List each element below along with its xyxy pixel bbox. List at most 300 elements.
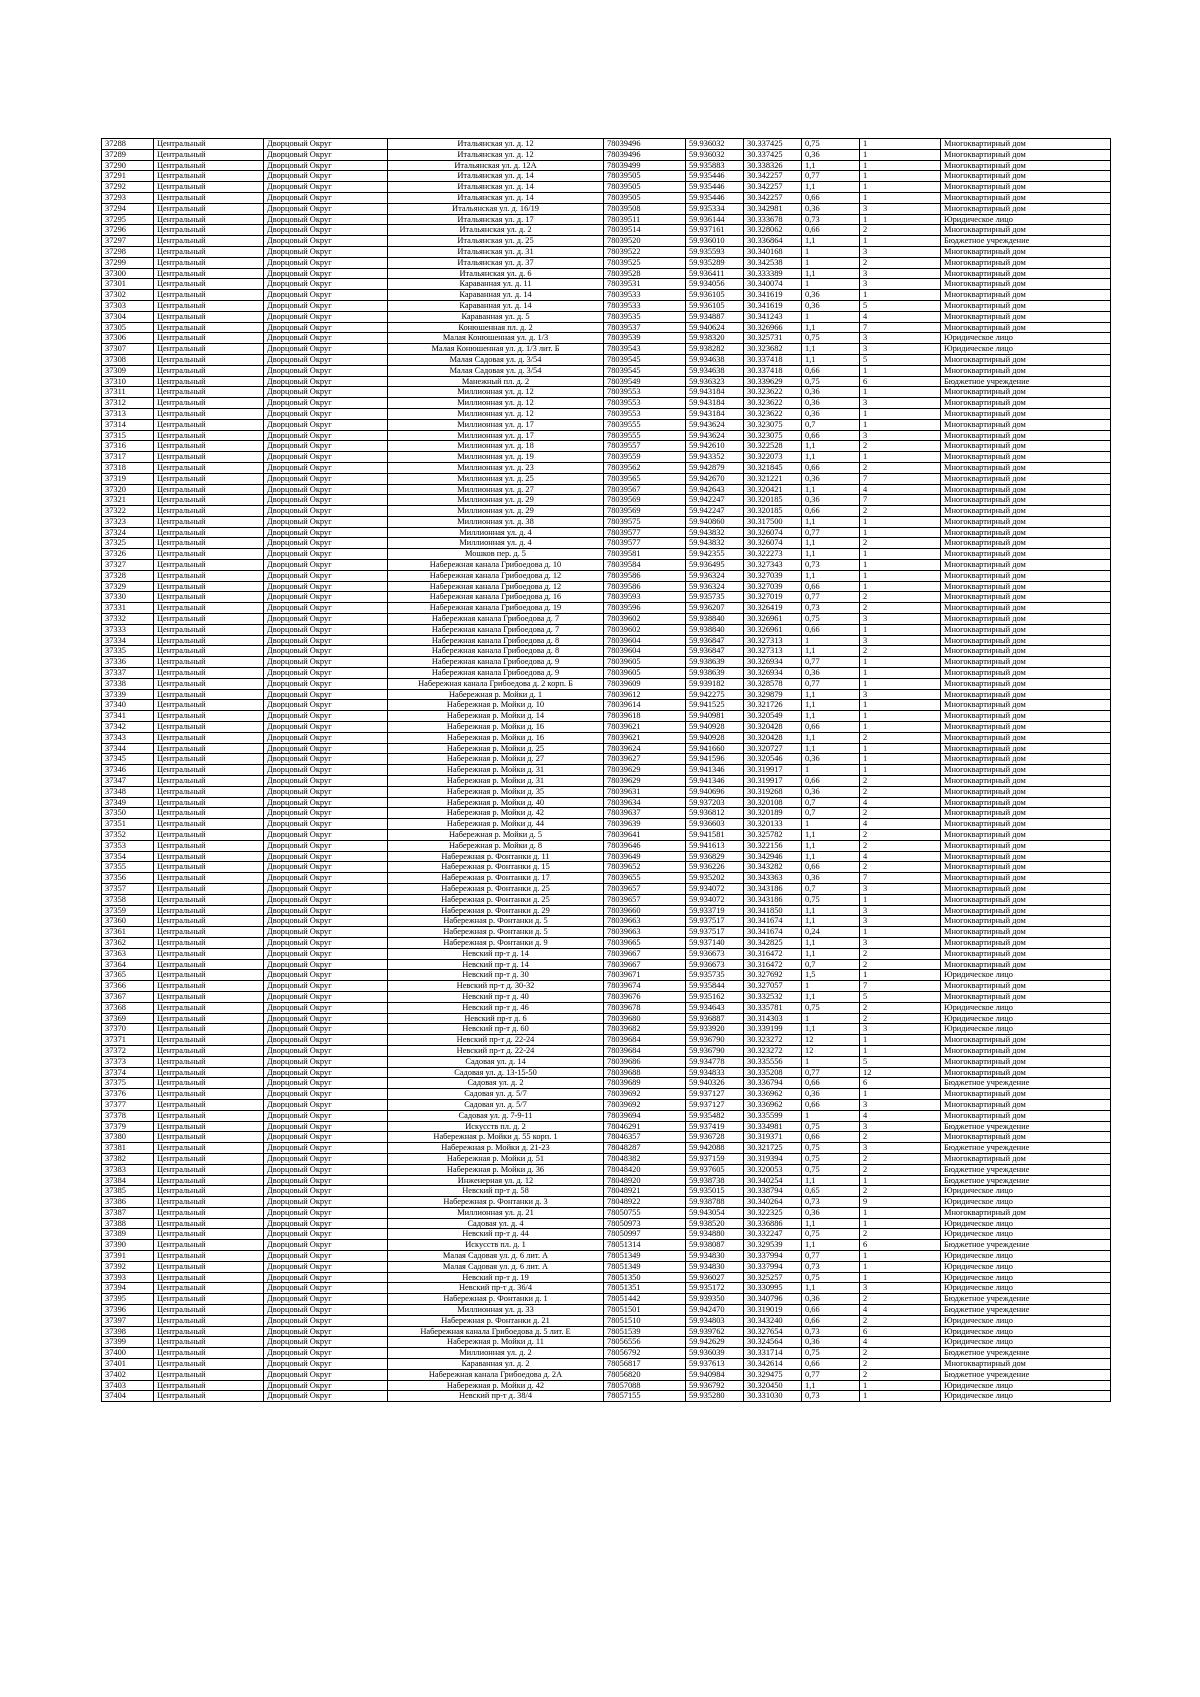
okrug-cell: Дворцовый Округ [264, 1164, 388, 1175]
record-number: 37299 [102, 257, 154, 268]
record-number: 37350 [102, 808, 154, 819]
longitude-cell: 30.327039 [744, 570, 802, 581]
okrug-cell: Дворцовый Округ [264, 1035, 388, 1046]
table-row [102, 419, 1111, 430]
area-cell: 0,77 [802, 171, 860, 182]
table-row [102, 495, 1111, 506]
record-number: 37323 [102, 516, 154, 527]
type-cell: Юридическое лицо [941, 1283, 1111, 1294]
district-cell: Центральный [154, 991, 264, 1002]
record-number: 37401 [102, 1359, 154, 1370]
count-cell: 1 [860, 214, 941, 225]
area-cell: 1,1 [802, 646, 860, 657]
district-cell: Центральный [154, 354, 264, 365]
record-number: 37351 [102, 819, 154, 830]
latitude-cell: 59.937140 [686, 937, 744, 948]
address-cell: Малая Садовая ул. д. 6 лит. А [388, 1251, 604, 1262]
table-row [102, 1067, 1111, 1078]
longitude-cell: 30.319394 [744, 1153, 802, 1164]
table-row [102, 657, 1111, 668]
code-cell: 78039649 [604, 851, 686, 862]
longitude-cell: 30.337994 [744, 1251, 802, 1262]
okrug-cell: Дворцовый Округ [264, 354, 388, 365]
code-cell: 78039533 [604, 290, 686, 301]
count-cell: 7 [860, 495, 941, 506]
okrug-cell: Дворцовый Округ [264, 549, 388, 560]
table-row [102, 959, 1111, 970]
table-row [102, 1175, 1111, 1186]
record-number: 37391 [102, 1251, 154, 1262]
record-number: 37373 [102, 1056, 154, 1067]
okrug-cell: Дворцовый Округ [264, 1132, 388, 1143]
count-cell: 9 [860, 1197, 941, 1208]
area-cell: 1 [802, 311, 860, 322]
table-row [102, 970, 1111, 981]
okrug-cell: Дворцовый Округ [264, 408, 388, 419]
record-number: 37389 [102, 1229, 154, 1240]
area-cell: 0,36 [802, 1337, 860, 1348]
count-cell: 2 [860, 1153, 941, 1164]
area-cell: 0,75 [802, 333, 860, 344]
table-row [102, 236, 1111, 247]
table-row [102, 948, 1111, 959]
latitude-cell: 59.938840 [686, 614, 744, 625]
latitude-cell: 59.936144 [686, 214, 744, 225]
okrug-cell: Дворцовый Округ [264, 970, 388, 981]
record-number: 37293 [102, 192, 154, 203]
longitude-cell: 30.319019 [744, 1305, 802, 1316]
record-number: 37339 [102, 689, 154, 700]
okrug-cell: Дворцовый Округ [264, 473, 388, 484]
type-cell: Многоквартирный дом [941, 300, 1111, 311]
latitude-cell: 59.941346 [686, 765, 744, 776]
longitude-cell: 30.342257 [744, 171, 802, 182]
district-cell: Центральный [154, 549, 264, 560]
district-cell: Центральный [154, 1099, 264, 1110]
code-cell: 78051539 [604, 1326, 686, 1337]
area-cell: 1,1 [802, 484, 860, 495]
table-row [102, 1089, 1111, 1100]
code-cell: 78046357 [604, 1132, 686, 1143]
table-row [102, 635, 1111, 646]
table-row [102, 1240, 1111, 1251]
okrug-cell: Дворцовый Округ [264, 1369, 388, 1380]
type-cell: Многоквартирный дом [941, 452, 1111, 463]
address-cell: Малая Конюшенная ул. д. 1/3 лит. Б [388, 344, 604, 355]
area-cell: 12 [802, 1045, 860, 1056]
count-cell: 5 [860, 1056, 941, 1067]
count-cell: 4 [860, 311, 941, 322]
code-cell: 78039663 [604, 927, 686, 938]
district-cell: Центральный [154, 1272, 264, 1283]
area-cell: 0,7 [802, 419, 860, 430]
address-cell: Садовая ул. д. 5/7 [388, 1089, 604, 1100]
district-cell: Центральный [154, 1002, 264, 1013]
area-cell: 1,1 [802, 570, 860, 581]
longitude-cell: 30.319268 [744, 786, 802, 797]
count-cell: 1 [860, 754, 941, 765]
address-cell: Итальянская ул. д. 31 [388, 246, 604, 257]
count-cell: 3 [860, 916, 941, 927]
address-cell: Караванная ул. д. 2 [388, 1359, 604, 1370]
count-cell: 1 [860, 149, 941, 160]
okrug-cell: Дворцовый Округ [264, 1024, 388, 1035]
table-row [102, 1229, 1111, 1240]
longitude-cell: 30.330995 [744, 1283, 802, 1294]
area-cell: 0,66 [802, 192, 860, 203]
district-cell: Центральный [154, 635, 264, 646]
longitude-cell: 30.338794 [744, 1186, 802, 1197]
address-cell: Итальянская ул. д. 16/19 [388, 203, 604, 214]
longitude-cell: 30.322273 [744, 549, 802, 560]
address-cell: Итальянская ул. д. 2 [388, 225, 604, 236]
area-cell: 0,73 [802, 603, 860, 614]
address-cell: Караванная ул. д. 14 [388, 300, 604, 311]
area-cell: 0,66 [802, 624, 860, 635]
code-cell: 78039618 [604, 711, 686, 722]
record-number: 37336 [102, 657, 154, 668]
longitude-cell: 30.337418 [744, 365, 802, 376]
code-cell: 78039641 [604, 830, 686, 841]
latitude-cell: 59.935289 [686, 257, 744, 268]
latitude-cell: 59.939182 [686, 678, 744, 689]
record-number: 37333 [102, 624, 154, 635]
code-cell: 78048921 [604, 1186, 686, 1197]
district-cell: Центральный [154, 203, 264, 214]
table-row [102, 333, 1111, 344]
code-cell: 78039520 [604, 236, 686, 247]
area-cell: 0,36 [802, 398, 860, 409]
code-cell: 78039609 [604, 678, 686, 689]
district-cell: Центральный [154, 1380, 264, 1391]
type-cell: Юридическое лицо [941, 1261, 1111, 1272]
longitude-cell: 30.322325 [744, 1207, 802, 1218]
count-cell: 1 [860, 549, 941, 560]
table-row [102, 711, 1111, 722]
area-cell: 0,73 [802, 1261, 860, 1272]
code-cell: 78039567 [604, 484, 686, 495]
code-cell: 78039604 [604, 635, 686, 646]
count-cell: 2 [860, 1164, 941, 1175]
area-cell: 0,36 [802, 408, 860, 419]
okrug-cell: Дворцовый Округ [264, 883, 388, 894]
district-cell: Центральный [154, 365, 264, 376]
record-number: 37313 [102, 408, 154, 419]
count-cell: 7 [860, 473, 941, 484]
table-row [102, 398, 1111, 409]
type-cell: Многоквартирный дом [941, 1132, 1111, 1143]
okrug-cell: Дворцовый Округ [264, 506, 388, 517]
latitude-cell: 59.937419 [686, 1121, 744, 1132]
type-cell: Многоквартирный дом [941, 754, 1111, 765]
district-cell: Центральный [154, 300, 264, 311]
address-cell: Набережная р. Мойки д. 16 [388, 732, 604, 743]
address-cell: Набережная р. Фонтанки д. 17 [388, 873, 604, 884]
district-cell: Центральный [154, 1186, 264, 1197]
district-cell: Центральный [154, 819, 264, 830]
code-cell: 78039569 [604, 506, 686, 517]
address-cell: Набережная р. Фонтанки д. 3 [388, 1197, 604, 1208]
record-number: 37357 [102, 883, 154, 894]
area-cell: 1 [802, 1013, 860, 1024]
code-cell: 78039665 [604, 937, 686, 948]
code-cell: 78039660 [604, 905, 686, 916]
code-cell: 78039505 [604, 192, 686, 203]
record-number: 37337 [102, 668, 154, 679]
longitude-cell: 30.339199 [744, 1024, 802, 1035]
table-row [102, 538, 1111, 549]
count-cell: 1 [860, 1218, 941, 1229]
table-row [102, 1294, 1111, 1305]
latitude-cell: 59.935735 [686, 592, 744, 603]
address-cell: Инженерная ул. д. 12 [388, 1175, 604, 1186]
code-cell: 78039621 [604, 722, 686, 733]
record-number: 37403 [102, 1380, 154, 1391]
type-cell: Юридическое лицо [941, 1197, 1111, 1208]
area-cell: 1 [802, 1056, 860, 1067]
area-cell: 1,1 [802, 1024, 860, 1035]
address-cell: Караванная ул. д. 14 [388, 290, 604, 301]
latitude-cell: 59.937203 [686, 797, 744, 808]
code-cell: 78039535 [604, 311, 686, 322]
code-cell: 78051314 [604, 1240, 686, 1251]
type-cell: Многоквартирный дом [941, 570, 1111, 581]
type-cell: Юридическое лицо [941, 970, 1111, 981]
district-cell: Центральный [154, 1283, 264, 1294]
okrug-cell: Дворцовый Округ [264, 1153, 388, 1164]
okrug-cell: Дворцовый Округ [264, 441, 388, 452]
type-cell: Многоквартирный дом [941, 883, 1111, 894]
district-cell: Центральный [154, 581, 264, 592]
type-cell: Многоквартирный дом [941, 603, 1111, 614]
address-cell: Невский пр-т д. 58 [388, 1186, 604, 1197]
okrug-cell: Дворцовый Округ [264, 1045, 388, 1056]
record-number: 37392 [102, 1261, 154, 1272]
longitude-cell: 30.319917 [744, 765, 802, 776]
record-number: 37362 [102, 937, 154, 948]
code-cell: 78039569 [604, 495, 686, 506]
district-cell: Центральный [154, 387, 264, 398]
count-cell: 1 [860, 452, 941, 463]
record-number: 37356 [102, 873, 154, 884]
longitude-cell: 30.316472 [744, 948, 802, 959]
latitude-cell: 59.937605 [686, 1164, 744, 1175]
record-number: 37385 [102, 1186, 154, 1197]
district-cell: Центральный [154, 905, 264, 916]
district-cell: Центральный [154, 959, 264, 970]
address-cell: Набережная р. Фонтанки д. 11 [388, 851, 604, 862]
latitude-cell: 59.936673 [686, 948, 744, 959]
record-number: 37289 [102, 149, 154, 160]
longitude-cell: 30.326934 [744, 657, 802, 668]
area-cell: 0,73 [802, 1197, 860, 1208]
record-number: 37359 [102, 905, 154, 916]
type-cell: Многоквартирный дом [941, 484, 1111, 495]
longitude-cell: 30.333389 [744, 268, 802, 279]
record-number: 37303 [102, 300, 154, 311]
latitude-cell: 59.938738 [686, 1175, 744, 1186]
latitude-cell: 59.942643 [686, 484, 744, 495]
table-row [102, 484, 1111, 495]
count-cell: 1 [860, 711, 941, 722]
type-cell: Многоквартирный дом [941, 657, 1111, 668]
table-row [102, 365, 1111, 376]
type-cell: Многоквартирный дом [941, 506, 1111, 517]
type-cell: Многоквартирный дом [941, 365, 1111, 376]
district-cell: Центральный [154, 1175, 264, 1186]
latitude-cell: 59.940326 [686, 1078, 744, 1089]
longitude-cell: 30.327313 [744, 635, 802, 646]
longitude-cell: 30.342825 [744, 937, 802, 948]
longitude-cell: 30.323272 [744, 1045, 802, 1056]
address-cell: Набережная канала Грибоедова д. 7 [388, 624, 604, 635]
type-cell: Многоквартирный дом [941, 527, 1111, 538]
district-cell: Центральный [154, 711, 264, 722]
okrug-cell: Дворцовый Округ [264, 776, 388, 787]
address-cell: Набережная канала Грибоедова д. 16 [388, 592, 604, 603]
table-row [102, 149, 1111, 160]
longitude-cell: 30.343282 [744, 862, 802, 873]
type-cell: Многоквартирный дом [941, 1359, 1111, 1370]
type-cell: Юридическое лицо [941, 1315, 1111, 1326]
code-cell: 78050973 [604, 1218, 686, 1229]
longitude-cell: 30.325257 [744, 1272, 802, 1283]
address-cell: Набережная р. Фонтанки д. 25 [388, 883, 604, 894]
code-cell: 78039602 [604, 624, 686, 635]
code-cell: 78039682 [604, 1024, 686, 1035]
address-cell: Набережная р. Мойки д. 11 [388, 1337, 604, 1348]
table-row [102, 225, 1111, 236]
okrug-cell: Дворцовый Округ [264, 257, 388, 268]
area-cell: 0,75 [802, 1272, 860, 1283]
type-cell: Юридическое лицо [941, 1024, 1111, 1035]
count-cell: 4 [860, 1110, 941, 1121]
latitude-cell: 59.936105 [686, 290, 744, 301]
type-cell: Многоквартирный дом [941, 927, 1111, 938]
address-cell: Малая Конюшенная ул. д. 1/3 [388, 333, 604, 344]
area-cell: 1 [802, 819, 860, 830]
area-cell: 0,75 [802, 1229, 860, 1240]
longitude-cell: 30.327654 [744, 1326, 802, 1337]
table-row [102, 786, 1111, 797]
area-cell: 0,65 [802, 1186, 860, 1197]
latitude-cell: 59.942470 [686, 1305, 744, 1316]
count-cell: 3 [860, 344, 941, 355]
record-number: 37344 [102, 743, 154, 754]
table-row [102, 840, 1111, 851]
district-cell: Центральный [154, 408, 264, 419]
district-cell: Центральный [154, 732, 264, 743]
address-cell: Набережная канала Грибоедова д. 2 корп. Б [388, 678, 604, 689]
address-cell: Невский пр-т д. 44 [388, 1229, 604, 1240]
district-cell: Центральный [154, 592, 264, 603]
area-cell: 0,75 [802, 139, 860, 150]
area-cell: 1 [802, 257, 860, 268]
district-cell: Центральный [154, 149, 264, 160]
record-number: 37369 [102, 1013, 154, 1024]
record-number: 37380 [102, 1132, 154, 1143]
count-cell: 1 [860, 1251, 941, 1262]
longitude-cell: 30.320428 [744, 722, 802, 733]
type-cell: Многоквартирный дом [941, 700, 1111, 711]
code-cell: 78039533 [604, 300, 686, 311]
address-cell: Миллионная ул. д. 4 [388, 527, 604, 538]
table-row [102, 1056, 1111, 1067]
table-row [102, 1369, 1111, 1380]
record-number: 37305 [102, 322, 154, 333]
longitude-cell: 30.320421 [744, 484, 802, 495]
area-cell: 0,36 [802, 668, 860, 679]
type-cell: Многоквартирный дом [941, 538, 1111, 549]
longitude-cell: 30.323682 [744, 344, 802, 355]
longitude-cell: 30.329475 [744, 1369, 802, 1380]
record-number: 37353 [102, 840, 154, 851]
type-cell: Бюджетное учреждение [941, 1348, 1111, 1359]
count-cell: 3 [860, 883, 941, 894]
latitude-cell: 59.935482 [686, 1110, 744, 1121]
okrug-cell: Дворцовый Округ [264, 786, 388, 797]
district-cell: Центральный [154, 754, 264, 765]
longitude-cell: 30.314303 [744, 1013, 802, 1024]
longitude-cell: 30.335208 [744, 1067, 802, 1078]
okrug-cell: Дворцовый Округ [264, 689, 388, 700]
latitude-cell: 59.942275 [686, 689, 744, 700]
code-cell: 78039614 [604, 700, 686, 711]
count-cell: 3 [860, 203, 941, 214]
record-number: 37366 [102, 981, 154, 992]
latitude-cell: 59.935593 [686, 246, 744, 257]
code-cell: 78048920 [604, 1175, 686, 1186]
address-cell: Набережная канала Грибоедова д. 12 [388, 570, 604, 581]
longitude-cell: 30.323075 [744, 430, 802, 441]
okrug-cell: Дворцовый Округ [264, 527, 388, 538]
type-cell: Юридическое лицо [941, 1391, 1111, 1402]
latitude-cell: 59.936812 [686, 808, 744, 819]
longitude-cell: 30.340264 [744, 1197, 802, 1208]
type-cell: Многоквартирный дом [941, 592, 1111, 603]
code-cell: 78039692 [604, 1089, 686, 1100]
district-cell: Центральный [154, 743, 264, 754]
longitude-cell: 30.326961 [744, 624, 802, 635]
table-row [102, 1186, 1111, 1197]
table-row [102, 981, 1111, 992]
district-cell: Центральный [154, 840, 264, 851]
longitude-cell: 30.327343 [744, 560, 802, 571]
record-number: 37397 [102, 1315, 154, 1326]
district-cell: Центральный [154, 1045, 264, 1056]
address-cell: Миллионная ул. д. 23 [388, 462, 604, 473]
code-cell: 78039652 [604, 862, 686, 873]
record-number: 37329 [102, 581, 154, 592]
okrug-cell: Дворцовый Округ [264, 711, 388, 722]
district-cell: Центральный [154, 1035, 264, 1046]
count-cell: 3 [860, 1283, 941, 1294]
okrug-cell: Дворцовый Округ [264, 538, 388, 549]
table-row [102, 722, 1111, 733]
record-number: 37326 [102, 549, 154, 560]
address-cell: Набережная канала Грибоедова д. 5 лит. Е [388, 1326, 604, 1337]
okrug-cell: Дворцовый Округ [264, 1089, 388, 1100]
type-cell: Многоквартирный дом [941, 1045, 1111, 1056]
type-cell: Многоквартирный дом [941, 560, 1111, 571]
latitude-cell: 59.939762 [686, 1326, 744, 1337]
count-cell: 3 [860, 333, 941, 344]
record-number: 37364 [102, 959, 154, 970]
code-cell: 78039531 [604, 279, 686, 290]
record-number: 37306 [102, 333, 154, 344]
record-number: 37399 [102, 1337, 154, 1348]
longitude-cell: 30.340168 [744, 246, 802, 257]
